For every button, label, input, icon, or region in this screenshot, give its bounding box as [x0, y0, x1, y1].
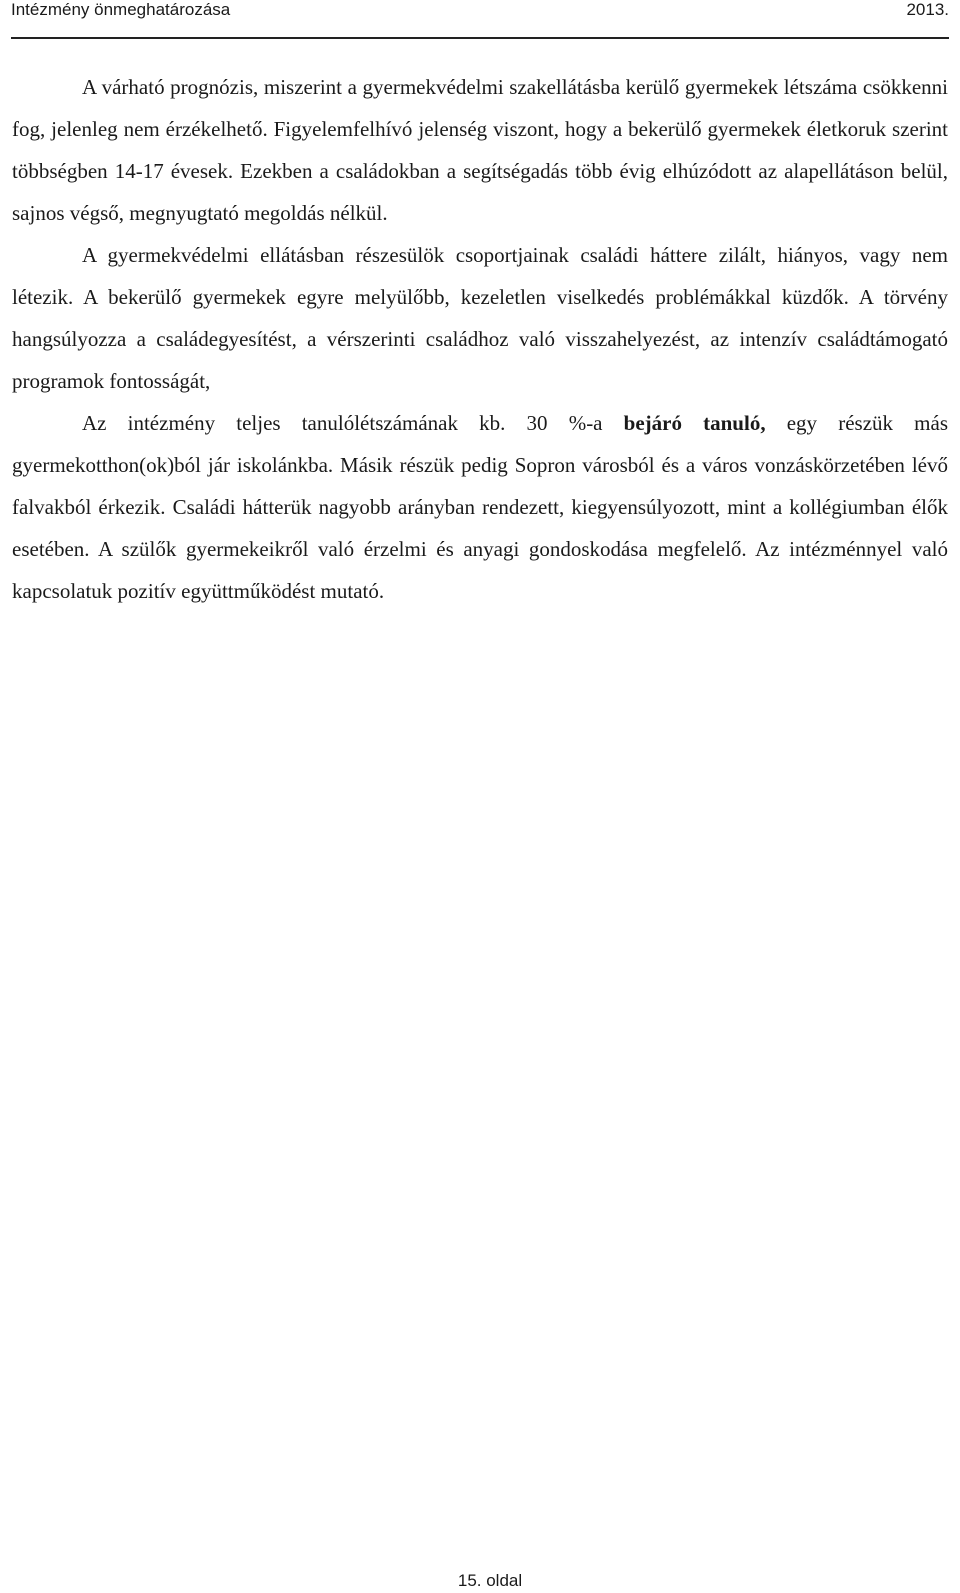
page-number: 15. oldal	[457, 1571, 523, 1590]
paragraph-prognosis: A várható prognózis, miszerint a gyermekvédelmi szakellátásba kerülő gyermekek létszáma csökkenni fog, jelenleg nem érzékelhető. Figyelemfelhívó jelenség viszont, hogy a bekerülő gyermekek életkoruk szerint többségben 14-17 évesek. Ezekben a családokban a segítségadás több évig elhúzódott az alapellátáson belül, sajnos végső, megnyugtató megoldás nélkül.	[12, 75, 948, 225]
emphasis-commuting-student: bejáró tanuló,	[623, 411, 766, 435]
document-body	[12, 66, 948, 612]
header-title: Intézmény önmeghatározása	[11, 0, 231, 19]
paragraph-family-background: A gyermekvédelmi ellátásban részesülök csoportjainak családi háttere zilált, hiányos, vagy nem létezik. A bekerülő gyermekek egyre melyülőbb, kezeletlen viselkedés problémákkal küzdők. A törvény hangsúlyozza a családegyesítést, a vérszerinti családhoz való visszahelyezést, az intenzív családtámogató programok fontosságát,	[12, 243, 948, 393]
paragraph-text-end: egy részük más gyermekotthon(ok)ból jár iskolánkba. Másik részük pedig Sopron városból és a város vonzáskörzetében lévő falvakból érkezik. Családi hátterük nagyobb arányban rendezett, kiegyensúlyozott, mint a kollégiumban élők esetében. A szülők gyermekeikről való érzelmi és anyagi gondoskodása megfelelő. Az intézménnyel való kapcsolatuk pozitív együttműködést mutató.	[12, 411, 948, 603]
page-header	[11, 0, 949, 39]
header-year: 2013.	[906, 0, 949, 19]
paragraph-commuting-students	[12, 402, 948, 612]
paragraph-text-start: Az intézmény teljes tanulólétszámának kb. 30 %-a	[82, 411, 624, 435]
